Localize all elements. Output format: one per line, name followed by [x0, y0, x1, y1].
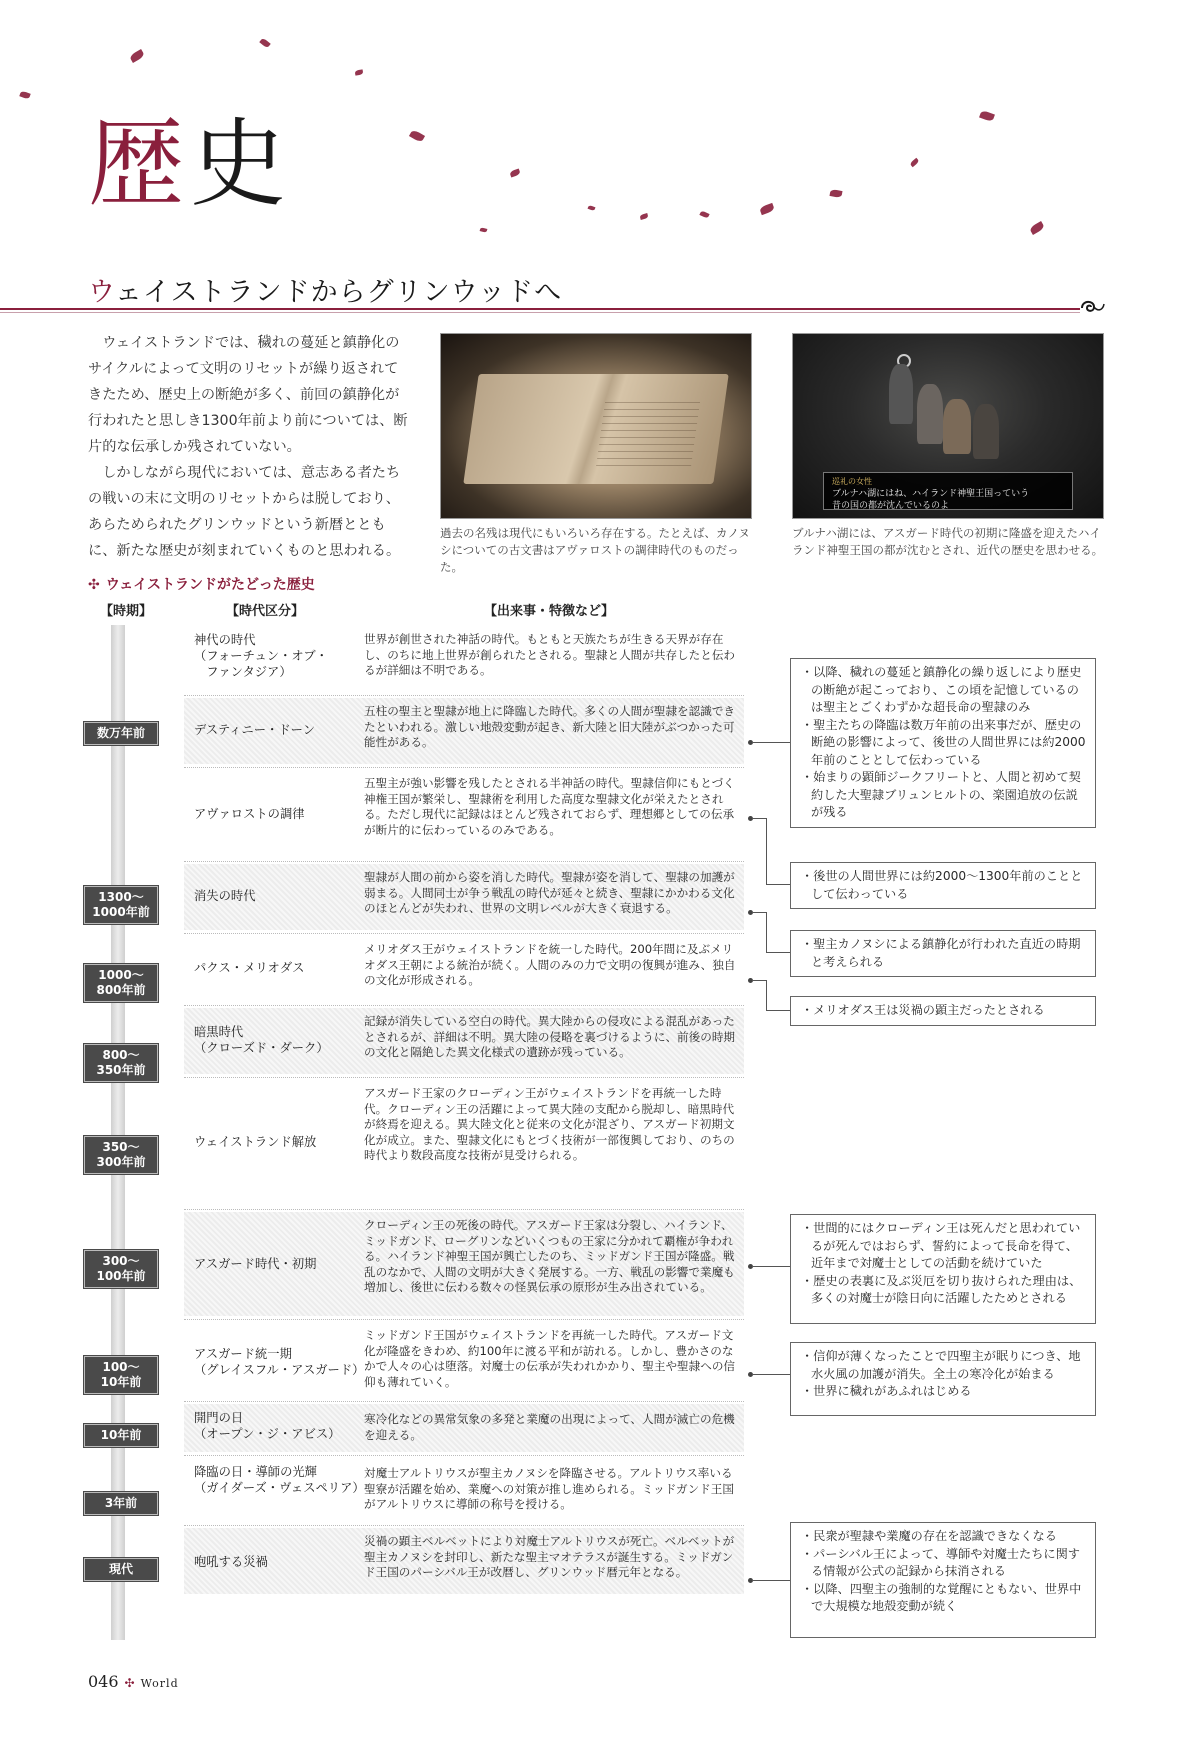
connector-line	[766, 980, 767, 1010]
note-line: ・世間的にはクローディン王は死んだと思われているが死んではおらず、誓約によって長命を得て、近年まで対魔士としての活動を続けていた	[801, 1221, 1081, 1270]
page-title-char-2: 史	[190, 108, 292, 220]
era-description: 対魔士アルトリウスが聖主カノヌシを降臨させる。アルトリウス率いる聖寮が活躍を始め、業魔への対策が推し進められる。ミッドガンド王国がアルトリウスに導師の称号を授ける。	[364, 1466, 734, 1511]
period-badge: 100〜 10年前	[84, 1356, 158, 1394]
note-box	[790, 1342, 1096, 1416]
note-box	[790, 996, 1096, 1026]
note-line: ・始まりの顕師ジークフリートと、人間と初めて契約した大聖隷ブリュンヒルトの、楽園追放の伝説が残る	[801, 770, 1081, 819]
era-description: 世界が創世された神話の時代。もともと天族たちが生きる天界が存在し、のちに地上世界が創られたとされる。聖隷と人間が共存したと伝わるが詳細は不明である。	[364, 632, 736, 677]
era-name: アヴァロストの調律	[194, 807, 305, 821]
connector-line	[766, 884, 790, 885]
connector-line	[766, 742, 790, 743]
era-description: 五柱の聖主と聖隷が地上に降臨した時代。多くの人間が聖隷を認識できたといわれる。激しい地殻変動が起き、新大陸と旧大陸がぶつかった可能性がある。	[364, 704, 736, 749]
note-line: ・パーシバル王によって、導師や対魔士たちに関する情報が公式の記録から抹消される	[801, 1546, 1080, 1578]
dialogue-speaker: 巡礼の女性	[832, 477, 872, 486]
swirl-ornament-icon	[1076, 292, 1106, 322]
era-name: 暗黒時代 （クローズド・ダーク）	[194, 1025, 329, 1055]
period-badge: 350〜 300年前	[84, 1136, 158, 1174]
history-heading	[88, 574, 315, 594]
dialogue-line-1: ブルナハ湖にはね、ハイランド神聖王国っていう	[832, 489, 1030, 499]
era-description: メリオダス王がウェイストランドを統一した時代。200年間に及ぶメリオダス王朝による統治が続く。人間のみの力で文明の復興が進み、独自の文化が形成される。	[364, 942, 736, 987]
row-divider	[184, 1401, 744, 1402]
connector-line	[766, 1374, 790, 1375]
character-figure	[889, 364, 913, 424]
era-name: 降臨の日・導師の光輝 （ガイダーズ・ヴェスペリア）	[194, 1465, 365, 1495]
era-description: アスガード王家のクローディン王がウェイストランドを再統一した時代。クローディン王の活躍によって異大陸の支配から脱却し、暗黒時代が終焉を迎える。異大陸文化と従来の文化が混ざり、アスガード初期文化が成立。また、聖隷文化にもとづく技術が一部復興しており、のちの時代より数段高度な技術が見受けられる。	[364, 1086, 735, 1162]
intro-paragraph-1: ウェイストランドでは、穢れの蔓延と鎮静化のサイクルによって文明のリセットが繰り返されてきたため、歴史上の断絶が多く、前回の鎮静化が行われたと思しき1300年前より前については、断片的な伝承しか残されていない。	[88, 335, 408, 455]
connector-line	[752, 1580, 766, 1581]
title-rule	[0, 308, 1080, 310]
note-line: ・以降、四聖主の強制的な覚醒にともない、世界中で大規模な地殻変動が続く	[801, 1581, 1082, 1613]
intro-paragraph-2: しかしながら現代においては、意志ある者たちの戦いの末に文明のリセットからは脱しており、あらためられたグリンウッドという新暦とともに、新たな歴史が刻まれていくものと思われる。	[88, 465, 401, 559]
connector-line	[766, 952, 790, 953]
note-line: ・信仰が薄くなったことで四聖主が眠りにつき、地水火風の加護が消失。全土の寒冷化が始まる	[801, 1349, 1081, 1381]
connector-line	[752, 818, 766, 819]
connector-line	[766, 1580, 790, 1581]
book-writing	[596, 396, 701, 466]
era-name: アスガード統一期 （グレイスフル・アスガード）	[194, 1347, 365, 1377]
title-rule-thin	[0, 312, 1080, 313]
ancient-book-photo	[440, 333, 752, 519]
period-badge: 800〜 350年前	[84, 1044, 158, 1082]
note-box	[790, 658, 1096, 828]
row-divider	[184, 1455, 744, 1456]
photo-caption-2: ブルナハ湖には、アスガード時代の初期に隆盛を迎えたハイランド神聖王国の都が沈むとされ、近代の歴史を思わせる。	[792, 526, 1104, 557]
connector-line	[752, 980, 766, 981]
game-scene-photo	[792, 333, 1104, 519]
connector-line	[766, 818, 767, 884]
period-badge: 数万年前	[84, 722, 158, 745]
note-line: ・聖主たちの降臨は数万年前の出来事だが、歴史の断絶の影響によって、後世の人間世界には約2000年前のこととして伝わっている	[801, 717, 1086, 767]
connector-line	[752, 1374, 766, 1375]
column-header-era: 【時代区分】	[226, 604, 305, 619]
section-title-initial: ウ	[88, 277, 115, 308]
character-figure	[943, 399, 971, 454]
column-header-period: 【時期】	[100, 604, 153, 619]
era-description: 災禍の顕主ベルベットにより対魔士アルトリウスが死亡。ベルベットが聖主カノヌシを封印し、新たな聖主マオテラスが誕生する。ミッドガンド王国のパーシバル王が改暦し、グリンウッド暦元年となる。	[364, 1534, 735, 1579]
note-line: ・民衆が聖隷や業魔の存在を認識できなくなる	[801, 1529, 1057, 1543]
era-name: 消失の時代	[194, 889, 256, 903]
era-description: 寒冷化などの異常気象の多発と業魔の出現によって、人間が滅亡の危機を迎える。	[364, 1412, 735, 1442]
page-title-char-1: 歴	[88, 108, 190, 220]
era-description: ミッドガンド王国がウェイストランドを再統一した時代。アスガード文化が隆盛をきわめ、約100年に渡る平和が訪れる。しかし、豊かさのなかで人々の心は堕落。対魔士の伝承が失われかかり、聖主や聖隷への信仰も薄れていく。	[364, 1328, 736, 1389]
period-badge: 1000〜 800年前	[84, 964, 158, 1002]
period-badge: 300〜 100年前	[84, 1250, 158, 1288]
dialogue-line-2: 昔の国の都が沈んでいるのよ	[832, 501, 950, 511]
column-header-events: 【出来事・特徴など】	[484, 604, 615, 619]
era-name: 開門の日 （オープン・ジ・アビス）	[194, 1411, 341, 1441]
note-box	[790, 930, 1096, 977]
note-box	[790, 1214, 1096, 1324]
note-line: ・歴史の表裏に及ぶ災厄を切り抜けられた理由は、多くの対魔士が陰日向に活躍したためとされる	[801, 1273, 1082, 1305]
page-title	[88, 88, 292, 225]
row-divider	[184, 861, 744, 862]
history-heading-text: ウェイストランドがたどった歴史	[105, 577, 315, 593]
row-divider	[184, 1319, 744, 1320]
row-divider	[184, 1525, 744, 1526]
row-divider	[184, 695, 744, 696]
note-line: ・メリオダス王は災禍の顕主だったとされる	[801, 1003, 1045, 1017]
era-name: パクス・メリオダス	[194, 961, 305, 975]
era-description: 聖隷が人間の前から姿を消した時代。聖隷が姿を消して、聖隷の加護が弱まる。人間同士が争う戦乱の時代が延々と続き、聖隷にかかわる文化のほとんどが失われ、世界の文明レベルが大きく衰退する。	[364, 870, 735, 915]
row-divider	[184, 1005, 744, 1006]
note-line: ・世界に穢れがあふれはじめる	[801, 1384, 972, 1398]
row-divider	[184, 1077, 744, 1078]
period-badge: 10年前	[84, 1424, 158, 1447]
timeline-bar	[111, 625, 125, 1640]
footer-mark-icon: ✣	[124, 1676, 135, 1690]
connector-line	[752, 742, 766, 743]
connector-line	[752, 912, 766, 913]
connector-line	[766, 912, 767, 952]
row-divider	[184, 767, 744, 768]
era-description: 五聖主が強い影響を残したとされる半神話の時代。聖隷信仰にもとづく神権王国が繁栄し、聖隷術を利用した高度な聖隷文化が栄えたとされる。ただし現代に記録はほとんど残されておらず、理想郷としての伝承が断片的に伝わっているのみである。	[364, 776, 735, 837]
connector-line	[766, 1266, 790, 1267]
era-name: ウェイストランド解放	[194, 1135, 317, 1149]
period-badge: 現代	[84, 1558, 158, 1581]
note-box	[790, 862, 1096, 909]
era-name: 咆吼する災禍	[194, 1555, 268, 1569]
era-description: 記録が消失している空白の時代。異大陸からの侵攻による混乱があったとされるが、詳細は不明。異大陸の侵略を裏づけるように、前後の時期の文化と隔絶した異文化様式の遺跡が残っている。	[364, 1014, 736, 1059]
page-footer	[88, 1672, 179, 1691]
row-divider	[184, 933, 744, 934]
note-box	[790, 1522, 1096, 1638]
connector-line	[752, 1266, 766, 1267]
section-title	[88, 270, 562, 309]
era-name: 神代の時代 （フォーチュン・オブ・ ファンタジア）	[194, 633, 328, 679]
intro-text	[88, 330, 408, 564]
period-badge: 3年前	[84, 1492, 158, 1515]
section-title-rest: ェイストランドからグリンウッドへ	[114, 277, 563, 308]
game-dialogue-box	[823, 472, 1073, 510]
note-line: ・聖主カノヌシによる鎮静化が行われた直近の時期と考えられる	[801, 937, 1081, 969]
heading-star-icon: ✣	[88, 577, 100, 593]
note-line: ・以降、穢れの蔓延と鎮静化の繰り返しにより歴史の断絶が起こっており、この頃を記憶しているのは聖主とごくわずかな超長命の聖隷のみ	[801, 665, 1082, 714]
row-divider	[184, 1209, 744, 1210]
page-number: 046	[88, 1672, 119, 1691]
note-line: ・後世の人間世界には約2000〜1300年前のこととして伝わっている	[801, 869, 1083, 901]
era-name: アスガード時代・初期	[194, 1257, 317, 1271]
character-figure	[917, 384, 943, 444]
photo-caption-1: 過去の名残は現代にもいろいろ存在する。たとえば、カノヌシについての古文書はアヴァロストの調律時代のものだった。	[440, 526, 750, 574]
connector-line	[766, 1010, 790, 1011]
era-name: デスティニー・ドーン	[194, 723, 316, 737]
footer-section-label: World	[140, 1677, 179, 1690]
period-badge: 1300〜 1000年前	[84, 886, 158, 924]
era-description: クローディン王の死後の時代。アスガード王家は分裂し、ハイランド、ミッドガンド、ローグリンなどいくつもの王家に分かれて覇権が争われる。ハイランド神聖王国が興亡したのち、ミッドガンド王国が隆盛。戦乱のなかで、人間の文明が大きく発展する。一方、戦乱の影響で業魔も増加し、後世に伝わる数々の怪異伝承の原形が生み出されている。	[364, 1218, 735, 1294]
character-figure	[973, 404, 999, 459]
